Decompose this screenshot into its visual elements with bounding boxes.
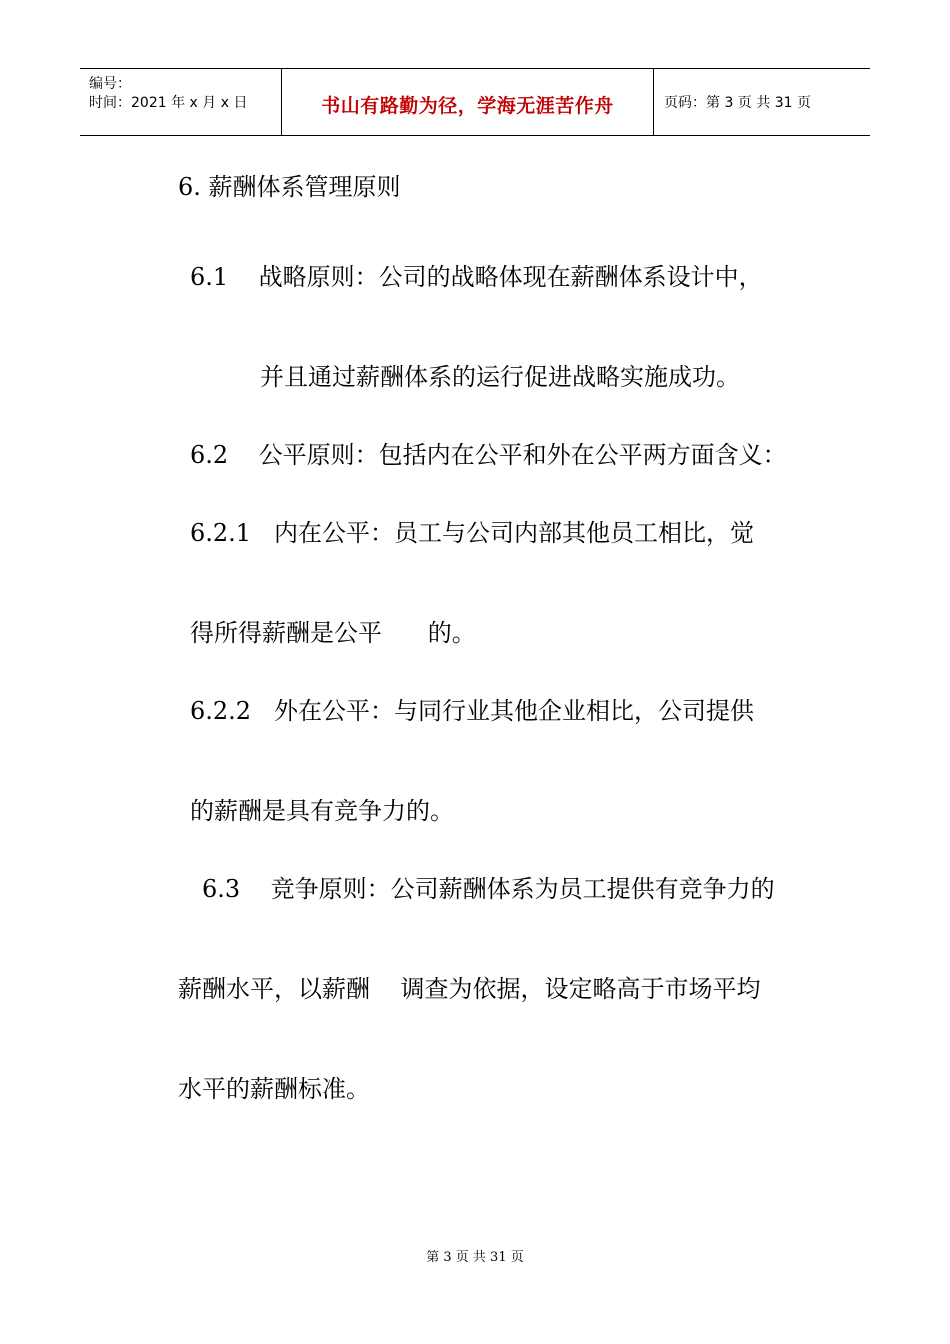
paragraph-6-2: 6.2 公平原则：包括内在公平和外在公平两方面含义： — [190, 441, 787, 469]
header-meta-cell — [80, 69, 282, 135]
paragraph-6-2-1: 6.2.1 内在公平：员工与公司内部其他员工相比，觉 — [190, 519, 754, 547]
paragraph-6-2-1-cont: 得所得薪酬是公平 的。 — [190, 619, 476, 647]
paragraph-6-2-2: 6.2.2 外在公平：与同行业其他企业相比，公司提供 — [190, 697, 754, 725]
header-motto: 书山有路勤为径，学海无涯苦作舟 — [321, 94, 614, 117]
paragraph-6-3: 6.3 竞争原则：公司薪酬体系为员工提供有竞争力的 — [202, 875, 775, 903]
page-footer: 第 3 页 共 31 页 — [426, 1250, 524, 1265]
paragraph-6-1-cont: 并且通过薪酬体系的运行促进战略实施成功。 — [260, 363, 740, 391]
paragraph-6-3-cont-2: 水平的薪酬标准。 — [178, 1075, 370, 1103]
header-motto-cell — [282, 69, 654, 135]
document-number-label: 编号： — [89, 76, 131, 92]
section-heading: 6. 薪酬体系管理原则 — [178, 173, 401, 201]
document-time-label: 时间：2021 年 x 月 x 日 — [89, 95, 248, 111]
page-header — [80, 68, 870, 136]
paragraph-6-3-cont-1: 薪酬水平，以薪酬 调查为依据，设定略高于市场平均 — [178, 975, 761, 1003]
header-page-cell — [654, 69, 870, 135]
header-page-info: 页码：第 3 页 共 31 页 — [664, 95, 811, 111]
paragraph-6-1: 6.1 战略原则：公司的战略体现在薪酬体系设计中， — [190, 263, 763, 291]
paragraph-6-2-2-cont: 的薪酬是具有竞争力的。 — [190, 797, 454, 825]
